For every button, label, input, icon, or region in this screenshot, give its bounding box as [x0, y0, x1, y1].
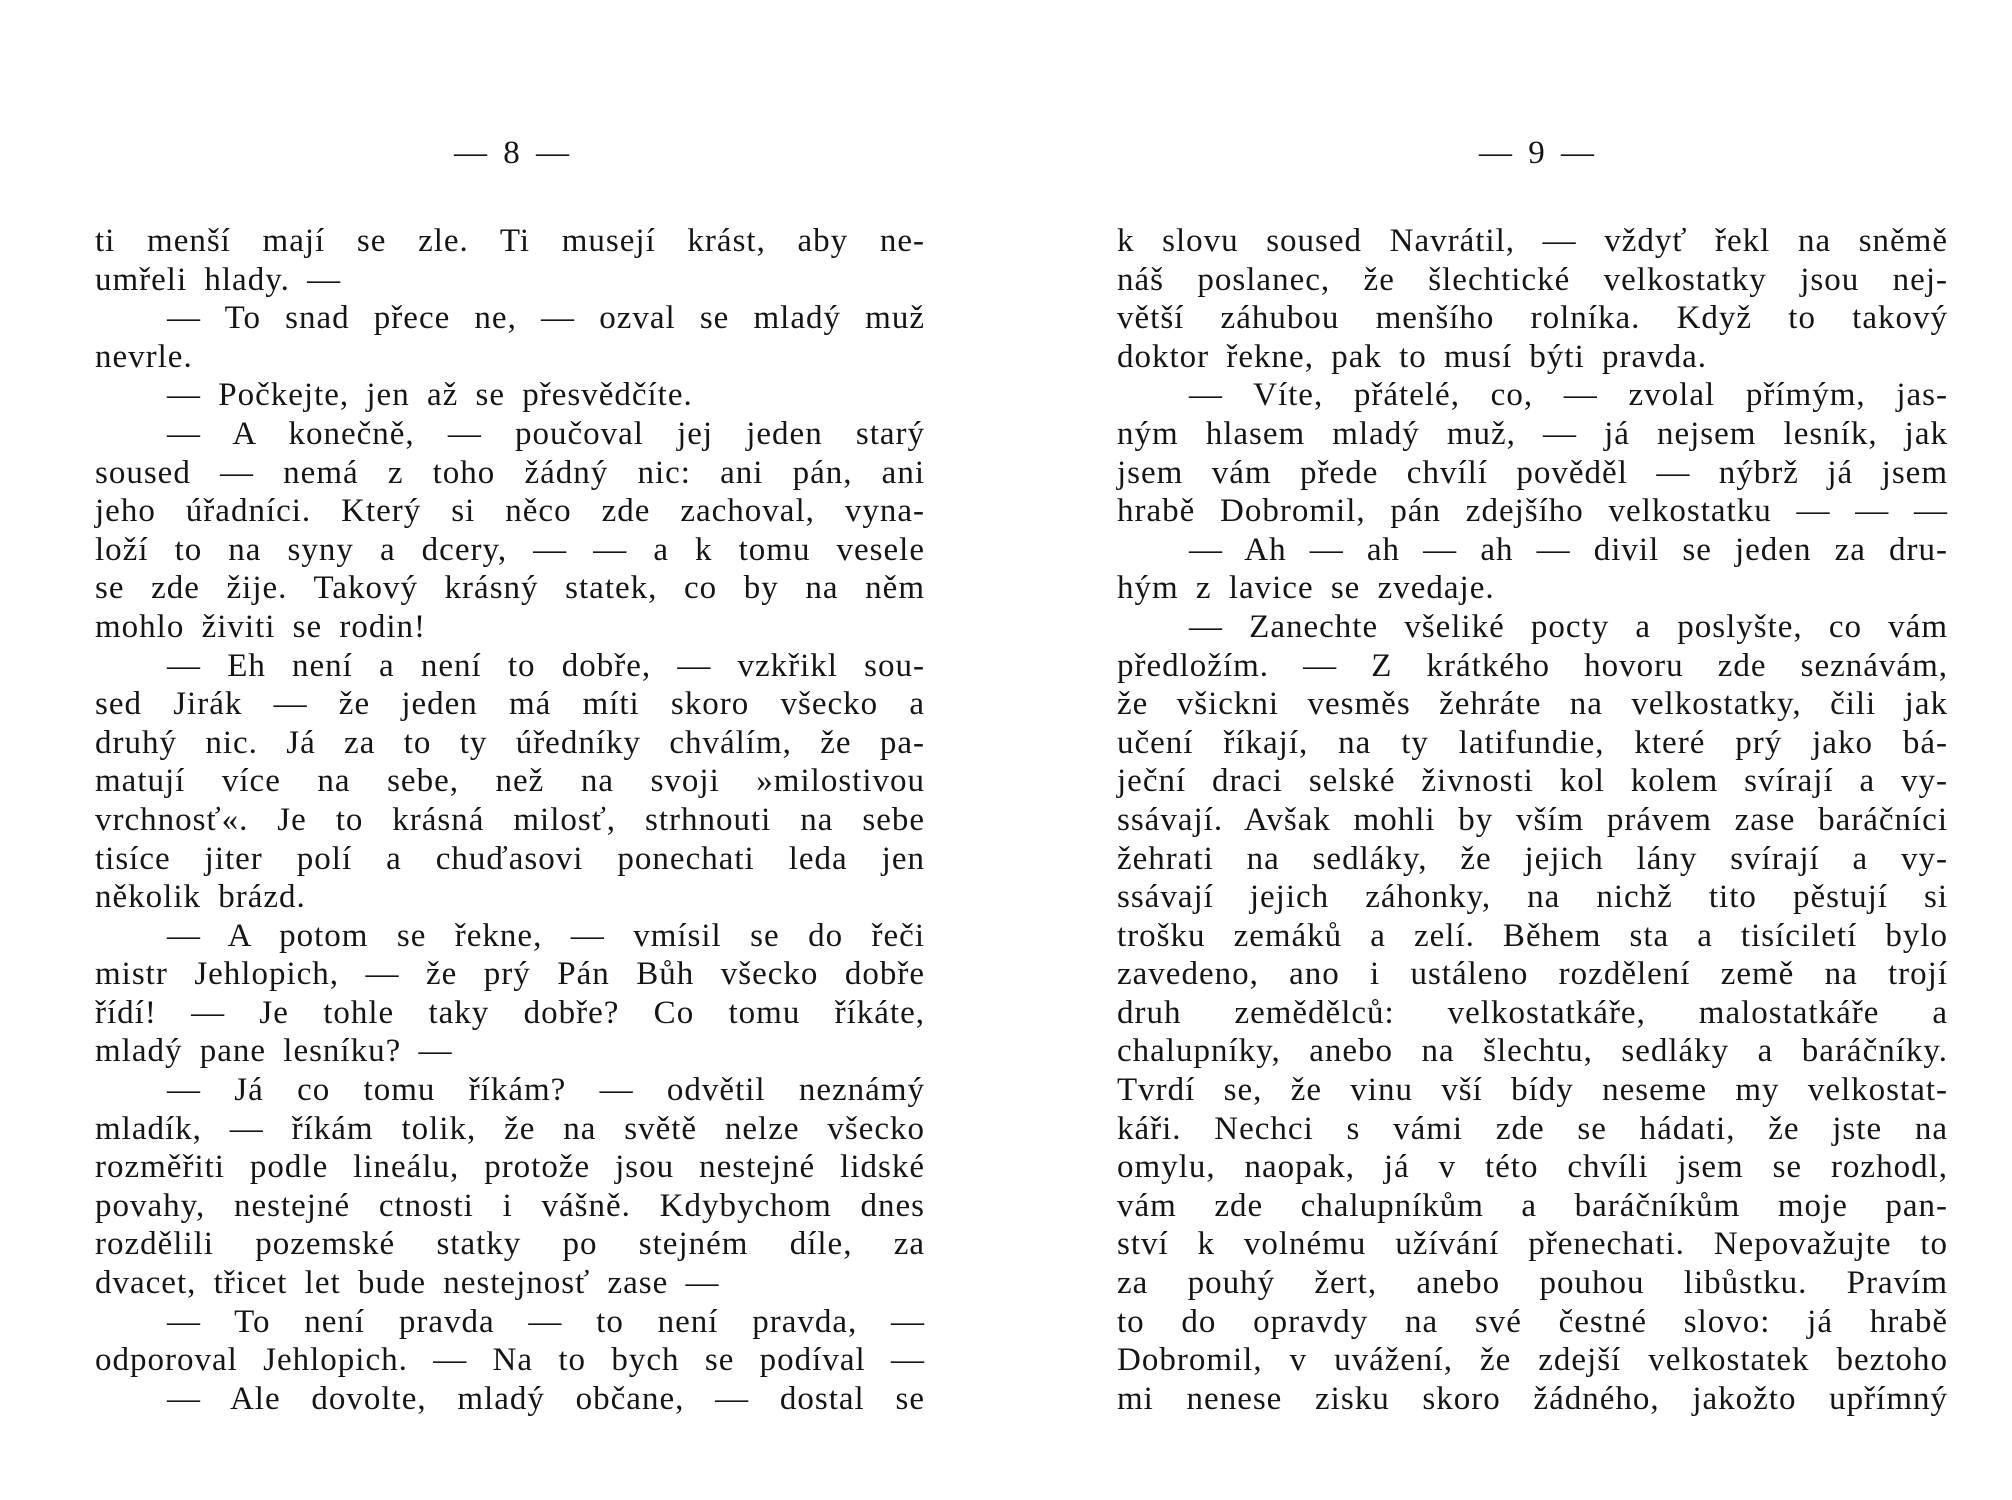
text-line: doktor řekne, pak to musí býti pravda.	[1117, 338, 1708, 375]
text-line: dvacet, třicet let bude nestejnosť zase —	[95, 1265, 720, 1302]
text-line: matují více na sebe, než na svoji »milostivou	[95, 763, 925, 800]
text-line: ječní draci selské živnosti kol kolem svírají a vy-	[1117, 763, 1948, 800]
text-line: umřeli hlady. —	[95, 261, 342, 298]
text-line: za pouhý žert, anebo pouhou libůstku. Pravím	[1117, 1265, 1948, 1302]
text-line: několik brázd.	[95, 879, 306, 916]
text-line: Dobromil, v uvážení, že zdejší velkostatek beztoho	[1117, 1342, 1948, 1379]
text-line: ství k volnému užívání přenechati. Nepovažujte to	[1117, 1226, 1948, 1263]
text-line: rozdělili pozemské statky po stejném díle, za	[95, 1226, 925, 1263]
page-text	[95, 222, 925, 1418]
text-line: to do opravdy na své čestné slovo: já hrabě	[1117, 1303, 1948, 1340]
text-line: předložím. — Z krátkého hovoru zde seznávám,	[1117, 647, 1948, 684]
text-line: — Ah — ah — ah — divil se jeden za dru-	[1189, 531, 1948, 568]
text-line: chalupníky, anebo na šlechtu, sedláky a baráčníky.	[1117, 1033, 1948, 1070]
text-line: druhý nic. Já za to ty úředníky chválím, že pa-	[95, 724, 925, 761]
text-line: — Víte, přátelé, co, — zvolal přímým, jas-	[1189, 377, 1948, 414]
text-line: že všickni vesměs žehráte na velkostatky, čili jak	[1117, 686, 1948, 723]
text-line: — Zanechte všeliké pocty a poslyšte, co vám	[1189, 608, 1948, 645]
text-line: — Počkejte, jen až se přesvědčíte.	[167, 377, 693, 414]
text-line: povahy, nestejné ctnosti i vášně. Kdybychom dnes	[95, 1187, 925, 1224]
text-line: druh zemědělců: velkostatkáře, malostatkáře a	[1117, 994, 1948, 1031]
right-page	[1006, 0, 2012, 1500]
text-line: nevrle.	[95, 338, 193, 375]
text-line: rozměřiti podle lineálu, protože jsou nestejné lidské	[95, 1149, 925, 1186]
text-line: Tvrdí se, že vinu vší bídy neseme my velkostat-	[1117, 1072, 1948, 1109]
page-text	[1117, 222, 1948, 1418]
text-line: loží to na syny a dcery, — — a k tomu vesele	[95, 531, 925, 568]
text-line: mohlo živiti se rodin!	[95, 608, 427, 645]
text-line: vrchnosť«. Je to krásná milosť, strhnouti na sebe	[95, 801, 925, 838]
page-number: — 8 —	[454, 135, 570, 171]
text-line: k slovu soused Navrátil, — vždyť řekl na sněmě	[1117, 223, 1948, 259]
text-line: se zde žije. Takový krásný statek, co by na něm	[95, 570, 925, 607]
text-line: mladý pane lesníku? —	[95, 1033, 453, 1070]
text-line: odporoval Jehlopich. — Na to bych se podíval —	[95, 1342, 925, 1379]
text-line: mladík, — říkám tolik, že na světě nelze všecko	[95, 1110, 925, 1147]
text-line: ssávají jejich záhonky, na nichž tito pěstují si	[1117, 879, 1948, 916]
text-line: — A konečně, — poučoval jej jeden starý	[167, 415, 925, 452]
text-line: náš poslanec, že šlechtické velkostatky jsou nej-	[1117, 261, 1948, 298]
text-line: mi nenese zisku skoro žádného, jakožto upřímný	[1117, 1380, 1948, 1417]
text-line: ti menší mají se zle. Ti musejí krást, aby ne-	[95, 223, 925, 259]
text-line: — To snad přece ne, — ozval se mladý muž	[167, 300, 925, 337]
text-line: jsem vám přede chvílí pověděl — nýbrž já jsem	[1117, 454, 1948, 491]
text-line: jeho úřadníci. Který si něco zde zachoval, vyna-	[95, 493, 925, 530]
text-line: — A potom se řekne, — vmísil se do řeči	[167, 917, 925, 954]
text-line: káři. Nechci s vámi zde se hádati, že jste na	[1117, 1110, 1948, 1147]
text-line: hrabě Dobromil, pán zdejšího velkostatku — — —	[1117, 493, 1948, 530]
text-line: soused — nemá z toho žádný nic: ani pán, ani	[95, 454, 925, 491]
text-line: — Já co tomu říkám? — odvětil neznámý	[167, 1072, 925, 1109]
text-line: ssávají. Avšak mohli by vším právem zase baráčníci	[1117, 801, 1948, 838]
text-line: ným hlasem mladý muž, — já nejsem lesník, jak	[1117, 415, 1948, 452]
text-line: řídí! — Je tohle taky dobře? Co tomu říkáte,	[95, 994, 925, 1031]
text-line: mistr Jehlopich, — že prý Pán Bůh všecko dobře	[95, 956, 925, 993]
text-line: — Ale dovolte, mladý občane, — dostal se	[167, 1380, 925, 1417]
text-line: — To není pravda — to není pravda, —	[167, 1303, 925, 1340]
text-line: omylu, naopak, já v této chvíli jsem se rozhodl,	[1117, 1149, 1948, 1186]
text-line: učení říkají, na ty latifundie, které prý jako bá-	[1117, 724, 1948, 761]
text-line: tisíce jiter polí a chuďasovi ponechati leda jen	[95, 840, 925, 877]
text-line: vám zde chalupníkům a baráčníkům moje pan-	[1117, 1187, 1948, 1224]
text-line: — Eh není a není to dobře, — vzkřikl sou-	[167, 647, 925, 684]
text-line: žehrati na sedláky, že jejich lány svírají a vy-	[1117, 840, 1948, 877]
text-line: větší záhubou menšího rolníka. Když to takový	[1117, 300, 1948, 337]
text-line: hým z lavice se zvedaje.	[1117, 570, 1495, 607]
text-line: sed Jirák — že jeden má míti skoro všecko a	[95, 686, 925, 723]
page-number: — 9 —	[1479, 135, 1595, 171]
text-line: trošku zemáků a zelí. Během sta a tisíciletí bylo	[1117, 917, 1948, 954]
text-line: zavedeno, ano i ustáleno rozdělení země na trojí	[1117, 956, 1948, 993]
